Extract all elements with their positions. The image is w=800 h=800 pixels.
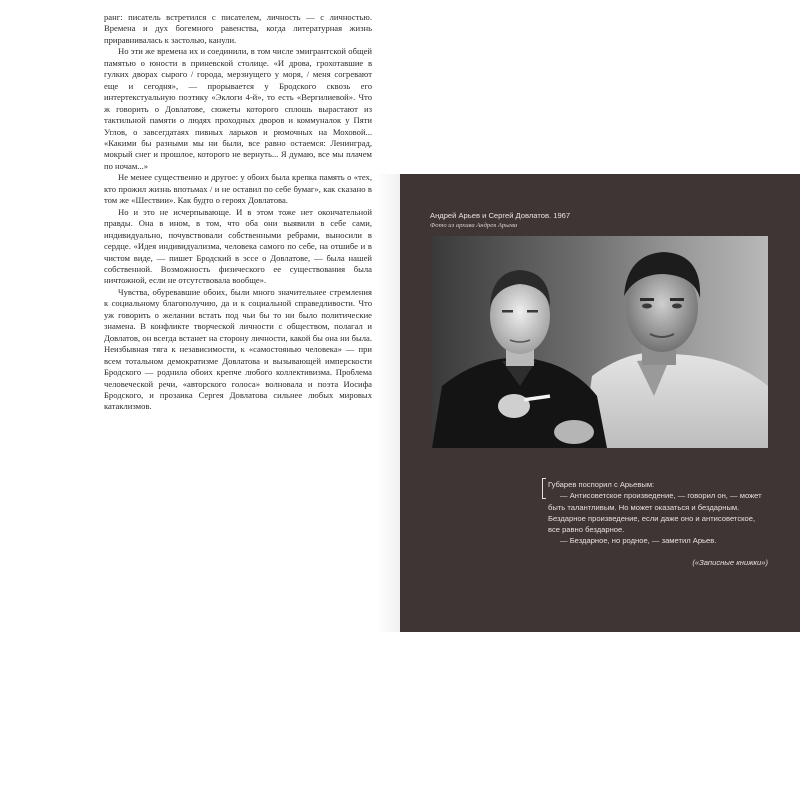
caption-title: Андрей Арьев и Сергей Довлатов. 1967 xyxy=(430,211,571,220)
paragraph: Не менее существенно и другое: у обоих была крепка память о «тех, кто прожил жизнь впотьмах / и не оставил по себе бумаг», как сказано в том же «Шествии». Как будто о героях Довлатова. xyxy=(104,172,372,206)
photo-illustration xyxy=(432,236,768,448)
paragraph: Но эти же времена их и соединили, в том числе эмигрантской общей памятью о юности в приневской столице. «И дрова, грохотавшие в гулких дворах сырого / города, мерзнущего у моря, / меня согревают еще и сегодня», — прорывается у Бродского сквозь его интертекстуальную поэтику «Эклоги 4-й», то есть «Вергилиевой». Что ж говорить о Довлатове, сюжеты которого сплошь вырастают из тактильной памяти о людях проходных дворов и коммуналок у Пяти Углов, о завсегдатаях пивных ларьков и рюмочных на Моховой... «Какими бы разными мы ни были, все равно остаемся: Ленинград, мокрый снег и прошлое, которого не вернуть... Я думаю, все мы плачем по ночам...» xyxy=(104,46,372,171)
gutter-shadow xyxy=(376,174,400,632)
portrait-photo xyxy=(432,236,768,448)
quote-line: — Антисоветское произведение, — говорил он, — может быть талантливым. Но может оказаться и бездарным. Бездарное произведение, если даже оно и антисоветское, все равно бездарное. xyxy=(548,491,762,535)
paragraph: Но и это не исчерпывающе. И в этом тоже нет окончательной правды. Она в ином, в том, что оба они выявили в себе сами, индивидуально, почувствовали собственными ребрами, выносили в сердце. «Идея индивидуализма, человека самого по себе, на отшибе и в чистом виде, — пишет Бродский в эссе о Довлатове, — была нашей собственной. Возможность физического ее существования была ничтожной, если не отсутствовала вообще». xyxy=(104,206,372,286)
paragraph: Чувства, обуревавшие обоих, были много значительнее стремления к социальному благополучию, да и к социальной справедливости. Что уж говорить о желании встать под чьи бы то ни было политические знамена. В конфликте творческой личности с обществом, полагал и Довлатов, он всегда встанет на сторону личности, какой бы она ни была. Неизбывная тяга к независимости, к «самостоянью человека» — при всем тотальном демократизме Довлатова и вызывающей имперскости Бродского — роднила обоих крепче любого коллективизма. Проблема человеческой речи, «авторского голоса» волновала и поэта Иосифа Бродского, и прозаика Сергея Довлатова сильнее любых мировых катаклизмов. xyxy=(104,286,372,412)
caption-credit: Фото из архива Андрея Арьева xyxy=(430,222,518,229)
open-bracket-icon xyxy=(542,478,546,499)
photo-caption xyxy=(430,210,770,231)
paragraph: ранг: писатель встретился с писателем, личность — с личностью. Времена и дух богемного равенства, когда литературная жизнь приравнивалась к застолью, канули. xyxy=(104,12,372,45)
left-page-text xyxy=(104,12,372,413)
quote-line: Губарев поспорил с Арьевым: xyxy=(548,480,655,489)
quote-source: («Записные книжки») xyxy=(692,557,768,567)
quote-line: — Бездарное, но родное, — заметил Арьев. xyxy=(560,536,717,546)
pull-quote xyxy=(548,479,768,568)
